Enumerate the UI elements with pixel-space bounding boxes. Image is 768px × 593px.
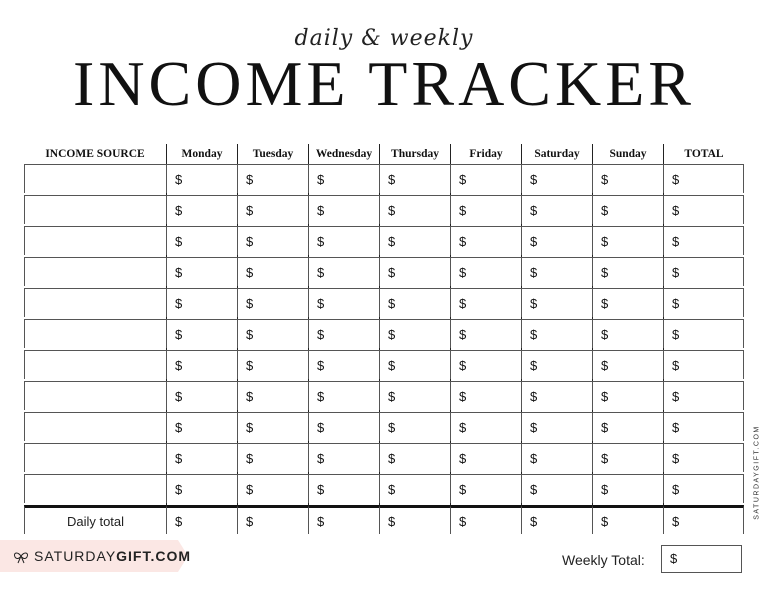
amount-cell[interactable]: $: [592, 443, 663, 472]
amount-cell[interactable]: $: [663, 257, 744, 286]
amount-cell[interactable]: $: [521, 350, 592, 379]
amount-cell[interactable]: $: [166, 381, 237, 410]
amount-cell[interactable]: $: [592, 381, 663, 410]
page-title: INCOME TRACKER: [73, 48, 695, 119]
tracker-subtitle: daily & weekly: [294, 26, 474, 51]
amount-cell[interactable]: $: [237, 288, 308, 317]
daily-total-cell[interactable]: $: [663, 505, 744, 534]
amount-cell[interactable]: $: [237, 381, 308, 410]
amount-cell[interactable]: $: [521, 381, 592, 410]
table-row: [24, 257, 744, 286]
amount-cell[interactable]: $: [450, 350, 521, 379]
income-source-cell[interactable]: [24, 412, 166, 441]
amount-cell[interactable]: $: [521, 474, 592, 503]
amount-cell[interactable]: $: [379, 257, 450, 286]
amount-cell[interactable]: $: [308, 350, 379, 379]
amount-cell[interactable]: $: [521, 319, 592, 348]
table-row: [24, 288, 744, 317]
table-row: [24, 195, 744, 224]
amount-cell[interactable]: $: [379, 288, 450, 317]
amount-cell[interactable]: $: [308, 443, 379, 472]
amount-cell[interactable]: $: [379, 164, 450, 193]
column-header-friday: Friday: [450, 144, 521, 164]
amount-cell[interactable]: $: [166, 226, 237, 255]
daily-total-cell[interactable]: $: [166, 505, 237, 534]
amount-cell[interactable]: $: [379, 474, 450, 503]
amount-cell[interactable]: $: [166, 195, 237, 224]
column-header-saturday: Saturday: [521, 144, 592, 164]
daily-total-cell[interactable]: $: [450, 505, 521, 534]
amount-cell[interactable]: $: [237, 443, 308, 472]
table-header-row: [24, 144, 744, 164]
amount-cell[interactable]: $: [308, 288, 379, 317]
amount-cell[interactable]: $: [592, 164, 663, 193]
amount-cell[interactable]: $: [521, 257, 592, 286]
amount-cell[interactable]: $: [592, 288, 663, 317]
income-source-cell[interactable]: [24, 195, 166, 224]
amount-cell[interactable]: $: [663, 350, 744, 379]
amount-cell[interactable]: $: [592, 319, 663, 348]
weekly-total-label: Weekly Total:: [562, 552, 645, 568]
column-header-thursday: Thursday: [379, 144, 450, 164]
amount-cell[interactable]: $: [308, 226, 379, 255]
income-source-cell[interactable]: [24, 226, 166, 255]
table-row: [24, 226, 744, 255]
amount-cell[interactable]: $: [308, 412, 379, 441]
amount-cell[interactable]: $: [592, 257, 663, 286]
amount-cell[interactable]: $: [450, 319, 521, 348]
amount-cell[interactable]: $: [450, 381, 521, 410]
amount-cell[interactable]: $: [663, 288, 744, 317]
table-row: [24, 412, 744, 441]
income-source-cell[interactable]: [24, 350, 166, 379]
column-header-total: TOTAL: [663, 144, 744, 164]
table-row: [24, 319, 744, 348]
amount-cell[interactable]: $: [166, 164, 237, 193]
amount-cell[interactable]: $: [308, 164, 379, 193]
amount-cell[interactable]: $: [450, 288, 521, 317]
amount-cell[interactable]: $: [521, 226, 592, 255]
table-row: [24, 350, 744, 379]
income-source-cell[interactable]: [24, 164, 166, 193]
column-header-tuesday: Tuesday: [237, 144, 308, 164]
amount-cell[interactable]: $: [166, 257, 237, 286]
amount-cell[interactable]: $: [592, 412, 663, 441]
amount-cell[interactable]: $: [237, 257, 308, 286]
brand-logo-part-1: SATURDAY: [34, 548, 117, 564]
weekly-total-field[interactable]: $: [661, 545, 742, 573]
income-source-cell[interactable]: [24, 474, 166, 503]
income-source-cell[interactable]: [24, 288, 166, 317]
amount-cell[interactable]: $: [166, 319, 237, 348]
amount-cell[interactable]: $: [237, 474, 308, 503]
amount-cell[interactable]: $: [521, 443, 592, 472]
side-brand: [750, 420, 764, 532]
amount-cell[interactable]: $: [237, 412, 308, 441]
amount-cell[interactable]: $: [237, 350, 308, 379]
side-brand-text: SATURDAYGIFT.COM: [753, 425, 761, 520]
column-header-sunday: Sunday: [592, 144, 663, 164]
amount-cell[interactable]: $: [166, 474, 237, 503]
amount-cell[interactable]: $: [521, 195, 592, 224]
amount-cell[interactable]: $: [166, 288, 237, 317]
brand-logo-part-2: GIFT.COM: [116, 548, 192, 564]
amount-cell[interactable]: $: [237, 319, 308, 348]
brand-logo: [34, 548, 191, 564]
amount-cell[interactable]: $: [379, 195, 450, 224]
amount-cell[interactable]: $: [166, 412, 237, 441]
amount-cell[interactable]: $: [308, 195, 379, 224]
daily-total-cell[interactable]: $: [379, 505, 450, 534]
table-row: [24, 474, 744, 503]
amount-cell[interactable]: $: [521, 288, 592, 317]
amount-cell[interactable]: $: [521, 412, 592, 441]
amount-cell[interactable]: $: [166, 350, 237, 379]
amount-cell[interactable]: $: [379, 412, 450, 441]
amount-cell[interactable]: $: [379, 443, 450, 472]
amount-cell[interactable]: $: [450, 474, 521, 503]
amount-cell[interactable]: $: [237, 164, 308, 193]
amount-cell[interactable]: $: [308, 474, 379, 503]
amount-cell[interactable]: $: [450, 195, 521, 224]
amount-cell[interactable]: $: [237, 226, 308, 255]
daily-total-cell[interactable]: $: [237, 505, 308, 534]
amount-cell[interactable]: $: [308, 381, 379, 410]
amount-cell[interactable]: $: [450, 257, 521, 286]
bow-icon: [12, 547, 30, 565]
amount-cell[interactable]: $: [592, 226, 663, 255]
amount-cell[interactable]: $: [663, 443, 744, 472]
amount-cell[interactable]: $: [663, 412, 744, 441]
amount-cell[interactable]: $: [308, 319, 379, 348]
amount-cell[interactable]: $: [592, 195, 663, 224]
amount-cell[interactable]: $: [450, 164, 521, 193]
amount-cell[interactable]: $: [450, 412, 521, 441]
daily-total-cell[interactable]: $: [308, 505, 379, 534]
table-row: [24, 381, 744, 410]
amount-cell[interactable]: $: [237, 195, 308, 224]
amount-cell[interactable]: $: [308, 257, 379, 286]
amount-cell[interactable]: $: [663, 381, 744, 410]
table-row: [24, 164, 744, 193]
income-source-cell[interactable]: [24, 443, 166, 472]
daily-total-label: Daily total: [24, 505, 166, 534]
amount-cell[interactable]: $: [663, 195, 744, 224]
amount-cell[interactable]: $: [663, 226, 744, 255]
income-source-cell[interactable]: [24, 319, 166, 348]
column-header-income-source: INCOME SOURCE: [45, 148, 145, 160]
amount-cell[interactable]: $: [166, 443, 237, 472]
amount-cell[interactable]: $: [450, 443, 521, 472]
amount-cell[interactable]: $: [592, 474, 663, 503]
amount-cell[interactable]: $: [379, 226, 450, 255]
income-table: [24, 144, 744, 534]
column-header-wednesday: Wednesday: [308, 144, 379, 164]
income-source-cell[interactable]: [24, 381, 166, 410]
amount-cell[interactable]: $: [663, 164, 744, 193]
amount-cell[interactable]: $: [450, 226, 521, 255]
daily-total-cell[interactable]: $: [521, 505, 592, 534]
column-header-monday: Monday: [166, 144, 237, 164]
daily-total-cell[interactable]: $: [592, 505, 663, 534]
table-body: [24, 164, 744, 534]
table-row: [24, 443, 744, 472]
amount-cell[interactable]: $: [521, 164, 592, 193]
amount-cell[interactable]: $: [663, 474, 744, 503]
amount-cell[interactable]: $: [592, 350, 663, 379]
daily-total-row: [24, 505, 744, 534]
amount-cell[interactable]: $: [379, 381, 450, 410]
amount-cell[interactable]: $: [663, 319, 744, 348]
income-source-cell[interactable]: [24, 257, 166, 286]
amount-cell[interactable]: $: [379, 319, 450, 348]
amount-cell[interactable]: $: [379, 350, 450, 379]
